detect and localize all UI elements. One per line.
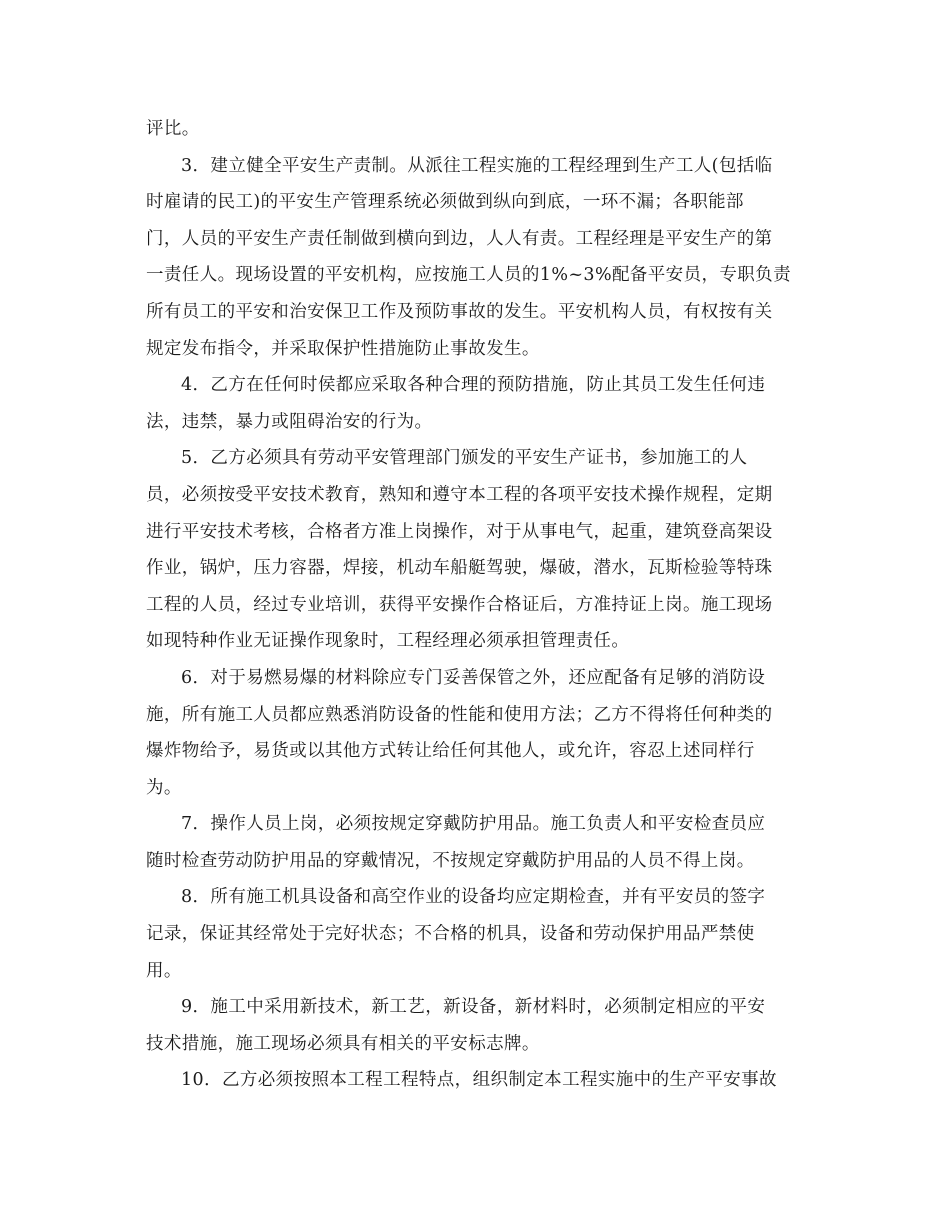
text-line: 为。 bbox=[146, 777, 182, 798]
text-line: 所有员工的平安和治安保卫工作及预防事故的发生。平安机构人员，有权按有关 bbox=[146, 301, 773, 322]
text-line: 8．所有施工机具设备和高空作业的设备均应定期检查，并有平安员的签字 bbox=[181, 887, 766, 908]
text-line: 施，所有施工人员都应熟悉消防设备的性能和使用方法；乙方不得将任何种类的 bbox=[146, 704, 773, 725]
text-line: 7．操作人员上岗，必须按规定穿戴防护用品。施工负责人和平安检查员应 bbox=[181, 814, 766, 835]
text-line: 5．乙方必须具有劳动平安管理部门颁发的平安生产证书，参加施工的人 bbox=[181, 448, 748, 469]
text-line: 爆炸物给予，易货或以其他方式转让给任何其他人，或允许，容忍上述同样行 bbox=[146, 741, 755, 762]
text-line: 6．对于易燃易爆的材料除应专门妥善保管之外，还应配备有足够的消防设 bbox=[181, 667, 766, 688]
text-line: 法，违禁，暴力或阻碍治安的行为。 bbox=[146, 411, 433, 432]
text-line: 记录，保证其经常处于完好状态；不合格的机具，设备和劳动保护用品严禁使 bbox=[146, 924, 755, 945]
text-line: 一责任人。现场设置的平安机构，应按施工人员的1%~3%配备平安员，专职负责 bbox=[146, 265, 791, 286]
text-line: 进行平安技术考核，合格者方准上岗操作，对于从事电气，起重，建筑登高架设 bbox=[146, 521, 773, 542]
text-line: 如现特种作业无证操作现象时，工程经理必须承担管理责任。 bbox=[146, 631, 630, 652]
text-line: 时雇请的民工)的平安生产管理系统必须做到纵向到底，一环不漏；各职能部 bbox=[146, 192, 744, 213]
text-line: 评比。 bbox=[146, 119, 200, 139]
text-line: 门，人员的平安生产责任制做到横向到边，人人有责。工程经理是平安生产的第 bbox=[146, 228, 773, 249]
text-line: 规定发布指令，并采取保护性措施防止事故发生。 bbox=[146, 338, 540, 359]
text-line: 技术措施，施工现场必须具有相关的平安标志牌。 bbox=[146, 1033, 540, 1054]
text-line: 10．乙方必须按照本工程工程特点，组织制定本工程实施中的生产平安事故 bbox=[181, 1070, 777, 1091]
text-line: 工程的人员，经过专业培训，获得平安操作合格证后，方准持证上岗。施工现场 bbox=[146, 594, 773, 615]
text-line: 随时检查劳动防护用品的穿戴情况，不按规定穿戴防护用品的人员不得上岗。 bbox=[146, 850, 755, 871]
text-line: 3．建立健全平安生产责制。从派往工程实施的工程经理到生产工人(包括临 bbox=[181, 155, 773, 176]
text-line: 员，必须按受平安技术教育，熟知和遵守本工程的各项平安技术操作规程，定期 bbox=[146, 484, 773, 505]
document-body bbox=[146, 111, 806, 1099]
text-line: 9．施工中采用新技术，新工艺，新设备，新材料时，必须制定相应的平安 bbox=[181, 997, 766, 1018]
text-line: 4．乙方在任何时侯都应采取各种合理的预防措施，防止其员工发生任何违 bbox=[181, 375, 766, 396]
text-line: 作业，锅炉，压力容器，焊接，机动车船艇驾驶，爆破，潜水，瓦斯检验等特珠 bbox=[146, 558, 773, 579]
text-line: 用。 bbox=[146, 960, 182, 981]
